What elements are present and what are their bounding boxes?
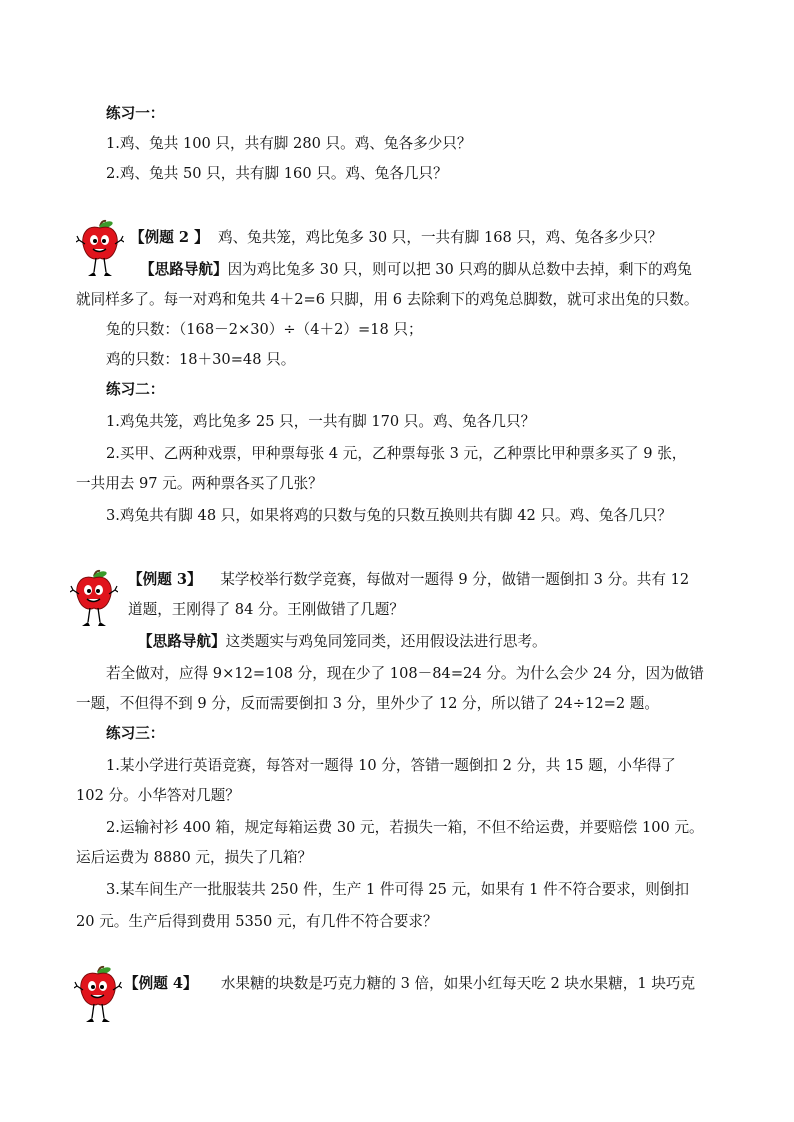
example3-solution-line2: 一题，不但得不到 9 分，反而需要倒扣 3 分，里外少了 12 分，所以错了 24÷12=2 题。 — [76, 695, 659, 712]
example4-title-line — [124, 974, 695, 994]
apple-mascot-icon — [76, 218, 124, 282]
practice3-q3-line2: 20 元。生产后得到费用 5350 元，有几件不符合要求？ — [76, 913, 438, 930]
practice3-q2-line1: 2.运输衬衫 400 箱，规定每箱运费 30 元，若损失一箱，不但不给运费，并要赔偿 100 元。 — [106, 819, 704, 836]
example3-title: 【例题 3】 — [128, 571, 202, 588]
example3-hint-text: 这类题实与鸡兔同笼同类，还用假设法进行思考。 — [225, 633, 547, 650]
practice1-q2: 2.鸡、兔共 50 只，共有脚 160 只。鸡、兔各几只？ — [106, 165, 448, 182]
practice3-q1-line2: 102 分。小华答对几题？ — [76, 787, 240, 804]
practice3-q2-line2: 运后运费为 8880 元，损失了几箱？ — [76, 849, 313, 866]
example2-hint-line2: 就同样多了。每一对鸡和兔共 4＋2=6 只脚，用 6 去除剩下的鸡兔总脚数，就可求出兔的只数。 — [76, 291, 699, 308]
practice3-q3-line1: 3.某车间生产一批服装共 250 件，生产 1 件可得 25 元，如果有 1 件不符合要求，则倒扣 — [106, 881, 690, 898]
example3-question-line2: 道题，王刚得了 84 分。王刚做错了几题？ — [128, 601, 404, 618]
practice3-heading: 练习三： — [106, 725, 165, 742]
practice2-q1: 1.鸡兔共笼，鸡比兔多 25 只，一共有脚 170 只。鸡、兔各几只？ — [106, 413, 536, 430]
example2-calc1: 兔的只数：（168－2×30）÷（4＋2）=18 只； — [106, 321, 423, 338]
example2-question: 鸡、兔共笼，鸡比兔多 30 只，一共有脚 168 只，鸡、兔各多少只？ — [217, 229, 663, 246]
example3-question-line1: 某学校举行数学竞赛，每做对一题得 9 分，做错一题倒扣 3 分。共有 12 — [220, 571, 690, 588]
practice2-q2-line1: 2.买甲、乙两种戏票，甲种票每张 4 元，乙种票每张 3 元，乙种票比甲种票多买了 9 张， — [106, 445, 687, 462]
example2-title: 【例题 2 】 — [130, 229, 209, 246]
practice2-q2-line2: 一共用去 97 元。两种票各买了几张？ — [76, 475, 323, 492]
apple-mascot-icon — [70, 568, 118, 632]
practice2-q3: 3.鸡兔共有脚 48 只，如果将鸡的只数与兔的只数互换则共有脚 42 只。鸡、兔各几只？ — [106, 507, 672, 524]
example2-calc2: 鸡的只数：18＋30=48 只。 — [106, 351, 296, 368]
example3-hint-line — [138, 632, 547, 652]
example2-title-line — [130, 228, 662, 248]
practice2-heading: 练习二： — [106, 381, 165, 398]
practice1-heading: 练习一： — [106, 105, 165, 122]
example3-title-line — [128, 570, 689, 590]
practice3-q1-line1: 1.某小学进行英语竞赛，每答对一题得 10 分，答错一题倒扣 2 分，共 15 题，小华得了 — [106, 757, 676, 774]
example2-hint-line1 — [140, 260, 692, 280]
apple-mascot-icon — [74, 964, 122, 1028]
example2-hint-text1: 因为鸡比兔多 30 只，则可以把 30 只鸡的脚从总数中去掉，剩下的鸡兔 — [227, 261, 692, 278]
example3-hint-label: 【思路导航】 — [138, 633, 226, 650]
example3-solution-line1: 若全做对，应得 9×12=108 分，现在少了 108－84=24 分。为什么会少 24 分，因为做错 — [106, 665, 704, 682]
example2-hint-label: 【思路导航】 — [140, 261, 228, 278]
example4-title: 【例题 4】 — [124, 975, 198, 992]
example4-question-line1: 水果糖的块数是巧克力糖的 3 倍，如果小红每天吃 2 块水果糖，1 块巧克 — [220, 975, 696, 992]
practice1-q1: 1.鸡、兔共 100 只，共有脚 280 只。鸡、兔各多少只？ — [106, 135, 472, 152]
